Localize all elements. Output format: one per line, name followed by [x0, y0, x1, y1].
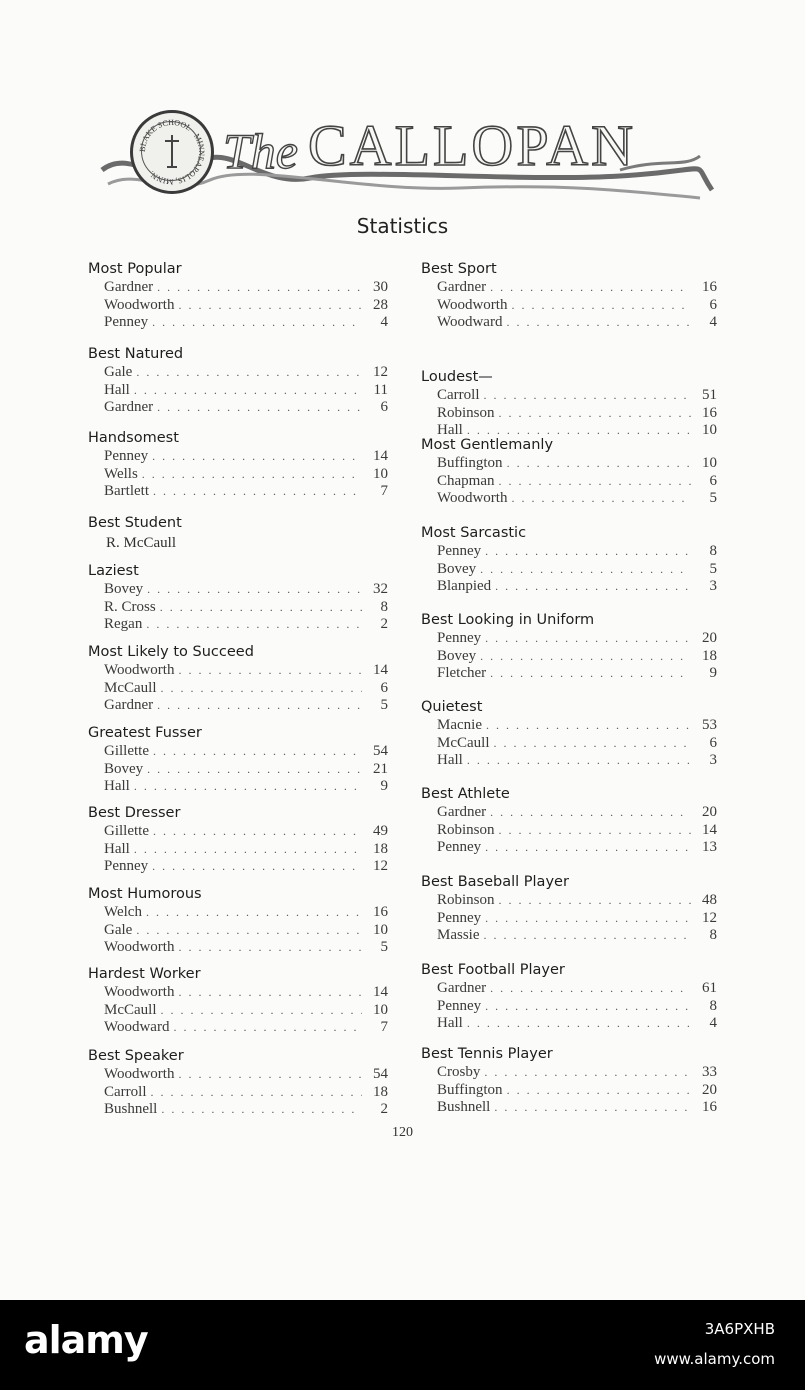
student-name: Gardner — [104, 279, 154, 295]
vote-row — [421, 630, 717, 648]
category-heading: Most Likely to Succeed — [88, 644, 254, 660]
dot-leader — [486, 717, 691, 735]
vote-count: 5 — [380, 697, 388, 714]
student-name: Penney — [437, 909, 482, 926]
student-name: Bartlett — [104, 483, 149, 500]
vote-count: 51 — [702, 387, 717, 403]
vote-count: 10 — [702, 455, 717, 471]
vote-row — [88, 448, 388, 466]
vote-row — [88, 1066, 388, 1084]
vote-row — [88, 1002, 388, 1020]
vote-count: 11 — [373, 381, 388, 398]
stat-section — [421, 436, 717, 508]
student-name: Woodworth — [104, 984, 175, 1000]
dot-leader — [146, 904, 362, 922]
alamy-logo: alamy — [24, 1318, 148, 1362]
vote-row — [88, 382, 388, 400]
category-heading: Best Tennis Player — [421, 1046, 553, 1062]
student-name: Blanpied — [437, 578, 492, 595]
vote-row — [88, 314, 388, 332]
vote-count: 8 — [709, 543, 717, 559]
student-name: Gardner — [104, 399, 154, 416]
category-heading: Best Athlete — [421, 786, 510, 802]
category-heading: Best Student — [88, 515, 182, 531]
category-heading: Most Popular — [88, 261, 182, 277]
student-name: Robinson — [437, 404, 495, 421]
student-name: Carroll — [104, 1083, 147, 1100]
vote-count: 20 — [702, 630, 717, 646]
vote-row — [421, 735, 717, 753]
vote-row — [421, 405, 717, 423]
vote-row — [88, 581, 388, 599]
student-name: Penney — [104, 448, 149, 464]
student-name: Gale — [104, 921, 133, 938]
vote-count: 14 — [373, 984, 388, 1000]
vote-count: 5 — [709, 490, 717, 507]
title-prefix: The — [223, 123, 298, 179]
dot-leader — [485, 630, 691, 648]
student-name: Hall — [437, 422, 463, 439]
dot-leader — [161, 680, 363, 698]
student-name: Gardner — [437, 279, 487, 295]
category-heading: Best Looking in Uniform — [421, 612, 595, 628]
dot-leader — [506, 314, 691, 332]
student-name: Woodworth — [104, 662, 175, 678]
student-name: McCaull — [104, 679, 157, 696]
dot-leader — [173, 1019, 362, 1037]
stat-section — [421, 785, 717, 857]
vote-count: 3 — [709, 578, 717, 595]
vote-count: 7 — [380, 1019, 388, 1036]
category-heading: Best Football Player — [421, 962, 565, 978]
vote-count: 6 — [709, 472, 717, 489]
dot-leader — [467, 1015, 691, 1033]
vote-count: 2 — [380, 1101, 388, 1118]
dot-leader — [147, 761, 362, 779]
vote-row — [421, 822, 717, 840]
student-name: Buffington — [437, 1081, 503, 1098]
student-name: Hall — [437, 1015, 463, 1032]
vote-row — [88, 616, 388, 634]
vote-count: 10 — [373, 921, 388, 938]
vote-count: 10 — [373, 465, 388, 482]
vote-row — [88, 904, 388, 922]
vote-row — [421, 717, 717, 735]
dot-leader — [490, 804, 691, 822]
dot-leader — [134, 382, 362, 400]
dot-leader — [499, 892, 691, 910]
student-name: Wells — [104, 465, 138, 482]
student-name: Woodworth — [437, 490, 508, 507]
vote-count: 8 — [380, 598, 388, 615]
vote-row — [421, 752, 717, 770]
stat-section — [421, 873, 717, 945]
vote-row — [88, 939, 388, 957]
student-name: Crosby — [437, 1064, 481, 1080]
vote-row — [421, 1099, 717, 1117]
student-name: Gardner — [437, 804, 487, 820]
vote-count: 7 — [380, 483, 388, 500]
vote-count: 6 — [380, 399, 388, 416]
vote-row — [421, 297, 717, 315]
image-id: 3A6PXHB — [704, 1320, 775, 1338]
vote-count: 16 — [702, 1099, 717, 1116]
student-name: Bovey — [104, 760, 144, 777]
student-name: Penney — [104, 314, 149, 331]
category-heading: Greatest Fusser — [88, 725, 202, 741]
vote-row — [88, 761, 388, 779]
stat-section — [421, 611, 717, 683]
dot-leader — [151, 1084, 363, 1102]
vote-count: 16 — [373, 904, 388, 920]
dot-leader — [157, 399, 362, 417]
stat-section — [88, 514, 388, 553]
vote-count: 16 — [702, 279, 717, 295]
student-name: Bovey — [104, 581, 144, 597]
dot-leader — [153, 483, 362, 501]
vote-row — [421, 927, 717, 945]
dot-leader — [490, 980, 691, 998]
category-heading: Loudest— — [421, 369, 493, 385]
student-name: Woodworth — [437, 296, 508, 313]
site-url: www.alamy.com — [654, 1350, 775, 1368]
vote-count: 6 — [380, 679, 388, 696]
dot-leader — [490, 279, 691, 297]
vote-row — [88, 841, 388, 859]
vote-row — [88, 599, 388, 617]
book-title: CALLOPAN — [308, 113, 637, 178]
student-name: Hall — [437, 752, 463, 769]
vote-count: 6 — [709, 734, 717, 751]
vote-count: 53 — [702, 717, 717, 733]
vote-count: 14 — [702, 821, 717, 838]
vote-count: 20 — [702, 1081, 717, 1098]
dot-leader — [484, 1064, 691, 1082]
stat-section — [88, 804, 388, 876]
student-name: Penney — [437, 543, 482, 559]
student-name: Hall — [104, 778, 130, 795]
page-heading: Statistics — [356, 214, 449, 238]
vote-row — [421, 980, 717, 998]
student-name: Massie — [437, 927, 480, 944]
vote-count: 10 — [373, 1001, 388, 1018]
vote-row — [421, 473, 717, 491]
vote-count: 16 — [702, 404, 717, 421]
category-heading: Hardest Worker — [88, 966, 201, 982]
student-name: Fletcher — [437, 665, 487, 682]
dot-leader — [157, 697, 362, 715]
dot-leader — [153, 823, 362, 841]
vote-row — [88, 778, 388, 796]
dot-leader — [494, 735, 692, 753]
vote-count: 4 — [709, 314, 717, 331]
student-name: McCaull — [437, 734, 490, 751]
dot-leader — [134, 778, 362, 796]
dot-leader — [485, 543, 691, 561]
stat-section — [421, 368, 717, 440]
student-name: Robinson — [437, 821, 495, 838]
vote-count: 54 — [373, 1066, 388, 1082]
vote-count: 18 — [373, 840, 388, 857]
vote-row — [421, 1064, 717, 1082]
stat-section — [421, 961, 717, 1033]
category-heading: Best Sport — [421, 261, 497, 277]
vote-row — [88, 858, 388, 876]
vote-count: 3 — [709, 752, 717, 769]
dot-leader — [485, 998, 691, 1016]
vote-count: 9 — [380, 778, 388, 795]
vote-row — [88, 743, 388, 761]
vote-row — [421, 490, 717, 508]
vote-count: 4 — [709, 1015, 717, 1032]
student-name: Gale — [104, 364, 133, 380]
dot-leader — [495, 578, 691, 596]
student-name: Penney — [104, 858, 149, 875]
dot-leader — [157, 279, 362, 297]
student-name: Macnie — [437, 717, 482, 733]
student-name: McCaull — [104, 1001, 157, 1018]
student-name: Penney — [437, 630, 482, 646]
dot-leader — [136, 364, 362, 382]
stat-section — [88, 1047, 388, 1119]
vote-row — [421, 648, 717, 666]
vote-count: 32 — [373, 581, 388, 597]
category-heading: Most Humorous — [88, 886, 202, 902]
vote-row — [88, 297, 388, 315]
stat-section — [88, 562, 388, 634]
student-name: Woodworth — [104, 296, 175, 313]
vote-count: 6 — [709, 296, 717, 313]
dot-leader — [178, 984, 362, 1002]
stat-section — [88, 643, 388, 715]
dot-leader — [136, 922, 362, 940]
vote-row — [421, 1082, 717, 1100]
svg-text:BLAKE SCHOOL · MINNEAPOLIS, MI — [138, 118, 206, 186]
dot-leader — [507, 1082, 691, 1100]
watermark-banner — [0, 1300, 805, 1390]
stat-section — [421, 524, 717, 596]
dot-leader — [480, 648, 691, 666]
stat-section — [88, 429, 388, 501]
vote-row — [88, 823, 388, 841]
vote-count: 30 — [373, 279, 388, 295]
vote-row — [421, 543, 717, 561]
student-name: Hall — [104, 840, 130, 857]
category-heading: Best Dresser — [88, 805, 181, 821]
vote-row — [88, 483, 388, 501]
student-name: Bovey — [437, 560, 477, 577]
category-heading: Best Speaker — [88, 1048, 184, 1064]
vote-count: 5 — [380, 939, 388, 956]
student-name: Penney — [437, 839, 482, 856]
dot-leader — [511, 490, 691, 508]
vote-count: 48 — [702, 892, 717, 908]
dot-leader — [485, 910, 691, 928]
category-heading: Most Sarcastic — [421, 525, 527, 541]
student-name: Regan — [104, 616, 143, 633]
vote-row — [88, 279, 388, 297]
student-name: Chapman — [437, 472, 495, 489]
vote-count: 33 — [702, 1064, 717, 1080]
vote-count: 12 — [702, 909, 717, 926]
category-heading: Handsomest — [88, 430, 179, 446]
dot-leader — [152, 448, 362, 466]
dot-leader — [494, 1099, 691, 1117]
stat-section — [421, 1045, 717, 1117]
student-name: Gillette — [104, 823, 149, 839]
dot-leader — [152, 314, 362, 332]
page-header — [100, 98, 720, 206]
vote-count: 54 — [373, 743, 388, 759]
student-name: Penney — [437, 997, 482, 1014]
student-name: R. Cross — [104, 598, 156, 615]
vote-row — [421, 578, 717, 596]
student-name: Woodward — [437, 314, 503, 331]
dot-leader — [499, 822, 691, 840]
vote-row — [421, 665, 717, 683]
vote-count: 20 — [702, 804, 717, 820]
dot-leader — [142, 466, 362, 484]
vote-row — [421, 279, 717, 297]
dot-leader — [484, 927, 692, 945]
vote-count: 10 — [702, 422, 717, 439]
dot-leader — [499, 473, 692, 491]
category-heading: Best Baseball Player — [421, 874, 569, 890]
seal-lettering: BLAKE SCHOOL · MINNEAPOLIS, MINN. — [137, 117, 207, 187]
student-name: Woodworth — [104, 939, 175, 956]
vote-count: 8 — [709, 997, 717, 1014]
vote-row — [88, 984, 388, 1002]
vote-count: 61 — [702, 980, 717, 996]
student-name: Carroll — [437, 387, 480, 403]
vote-count: 9 — [709, 665, 717, 682]
single-winner: R. McCaull — [106, 535, 176, 551]
category-heading: Quietest — [421, 699, 483, 715]
vote-row — [88, 399, 388, 417]
dot-leader — [161, 1101, 362, 1119]
dot-leader — [152, 858, 362, 876]
vote-row — [88, 466, 388, 484]
vote-row — [421, 561, 717, 579]
dot-leader — [178, 297, 362, 315]
dot-leader — [178, 939, 362, 957]
vote-count: 13 — [702, 839, 717, 856]
vote-count: 2 — [380, 616, 388, 633]
dot-leader — [467, 752, 691, 770]
vote-row — [421, 910, 717, 928]
vote-row — [88, 364, 388, 382]
student-name: Woodward — [104, 1019, 170, 1036]
dot-leader — [134, 841, 362, 859]
student-name: Gardner — [437, 980, 487, 996]
vote-count: 12 — [373, 364, 388, 380]
student-name: Bushnell — [437, 1099, 491, 1116]
vote-row — [421, 1015, 717, 1033]
school-seal — [130, 110, 214, 194]
dot-leader — [499, 405, 691, 423]
student-name: Buffington — [437, 455, 503, 471]
vote-count: 18 — [702, 647, 717, 664]
vote-count: 4 — [380, 314, 388, 331]
vote-row — [421, 455, 717, 473]
dot-leader — [160, 599, 362, 617]
stat-section — [421, 698, 717, 770]
vote-row — [88, 662, 388, 680]
dot-leader — [507, 455, 691, 473]
category-heading: Most Gentlemanly — [421, 437, 554, 453]
dot-leader — [490, 665, 691, 683]
vote-row — [88, 697, 388, 715]
vote-row — [421, 804, 717, 822]
student-name: Gillette — [104, 743, 149, 759]
dot-leader — [146, 616, 362, 634]
dot-leader — [485, 839, 691, 857]
student-name: Bovey — [437, 647, 477, 664]
dot-leader — [484, 387, 692, 405]
student-name: Hall — [104, 381, 130, 398]
vote-row — [421, 839, 717, 857]
dot-leader — [147, 581, 362, 599]
vote-row — [88, 1019, 388, 1037]
stat-section — [88, 965, 388, 1037]
vote-row — [88, 922, 388, 940]
vote-count: 49 — [373, 823, 388, 839]
page-number: 120 — [392, 1125, 413, 1140]
dot-leader — [480, 561, 691, 579]
stat-section — [421, 260, 717, 332]
vote-count: 21 — [373, 760, 388, 777]
stat-section — [88, 885, 388, 957]
category-heading: Laziest — [88, 563, 139, 579]
student-name: Bushnell — [104, 1101, 158, 1118]
vote-count: 18 — [373, 1083, 388, 1100]
vote-row — [421, 387, 717, 405]
vote-count: 12 — [373, 858, 388, 875]
vote-row — [88, 1101, 388, 1119]
dot-leader — [161, 1002, 363, 1020]
vote-row — [88, 1084, 388, 1102]
vote-count: 8 — [709, 927, 717, 944]
dot-leader — [511, 297, 691, 315]
category-heading: Best Natured — [88, 346, 184, 362]
stat-section — [88, 724, 388, 796]
student-name: Gardner — [104, 697, 154, 714]
vote-row — [421, 314, 717, 332]
vote-row — [88, 680, 388, 698]
dot-leader — [153, 743, 362, 761]
student-name: Woodworth — [104, 1066, 175, 1082]
student-name: Robinson — [437, 892, 495, 908]
vote-count: 14 — [373, 662, 388, 678]
stat-section — [88, 345, 388, 417]
dot-leader — [178, 1066, 362, 1084]
dot-leader — [178, 662, 362, 680]
vote-row — [421, 998, 717, 1016]
vote-count: 28 — [373, 296, 388, 313]
vote-count: 5 — [709, 560, 717, 577]
student-name: Welch — [104, 904, 142, 920]
stat-section — [88, 260, 388, 332]
vote-row — [421, 892, 717, 910]
vote-count: 14 — [373, 448, 388, 464]
